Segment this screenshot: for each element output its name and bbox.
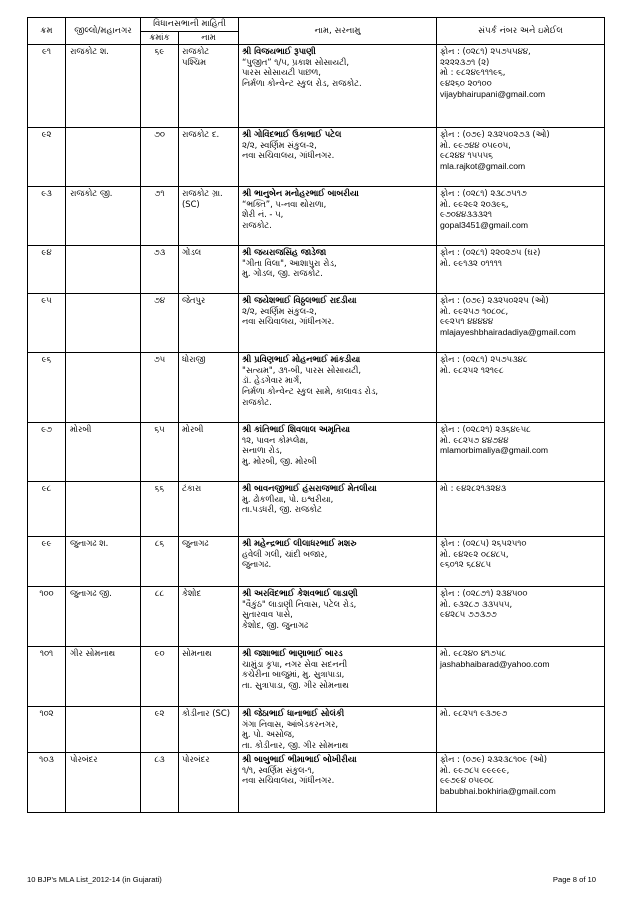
header-sr: ક્રમ [28, 18, 66, 45]
footer-page-number: Page 8 of 10 [552, 875, 596, 884]
phone-line: મો. ૯૪૨૯૨ ૦૮૪૮૫, [440, 548, 509, 559]
address-line: તા.પડધરી, જી. રાજકોટ [242, 504, 322, 515]
phone-line: મો. ૯૮૨૫૭ ૪૪૭૪૪ [440, 434, 509, 445]
row-name-address-cell [239, 482, 437, 537]
mla-name: શ્રી જયરાજસિંહ જાડેજા [242, 247, 327, 258]
email-link[interactable]: mlajayeshbhairadadiya@gmail.com [440, 326, 576, 337]
row-contact-cell [437, 423, 605, 482]
table-row [28, 246, 605, 294]
row-contact-cell [437, 482, 605, 537]
constituency-name-line: રાજકોટ [182, 46, 210, 57]
address-line: શેરી નં. - ૫, [242, 209, 284, 220]
row-name-address-cell [239, 45, 437, 128]
row-name-address-cell [239, 537, 437, 587]
table-row [28, 537, 605, 587]
address-line: ડૉ. હેડગેવાર માર્ગ, [242, 375, 302, 386]
address-line: ૨/૨, સ્વર્ણિમ સંકુલ-૨, [242, 139, 317, 150]
phone-line: મો : ૯૮૨૪૯૧૧૧૯૬, [440, 67, 506, 78]
mla-name: શ્રી પ્રવિણભાઈ મોહનભાઈ માંકડીયા [242, 354, 361, 365]
constituency-name-line: ટંકારા [182, 483, 202, 494]
row-name-address-cell [239, 128, 437, 187]
mla-name: શ્રી અરવિંદભાઈ કેશવભાઈ લાડાણી [242, 588, 358, 599]
phone-line: મો. ૯૩૨૮૭ ૩૩૫૫૫, [440, 598, 513, 609]
constituency-name-line: ગોંડલ [182, 247, 202, 258]
header-name-address: નામ, સરનામુ [239, 18, 437, 45]
table-row [28, 128, 605, 187]
phone-line: મો. ૯૯૭૮૫ ૯૯૯૯૯, [440, 764, 510, 775]
row-sr-number: ૧૦૩ [28, 753, 66, 813]
row-district: જુનાગઢ શ. [66, 537, 141, 587]
mla-name: શ્રી વિજયભાઈ રૂપાણી [242, 46, 316, 57]
address-line: ચામુંડા કૃપા, નગર સેવા સદનની [242, 658, 348, 669]
row-contact-cell [437, 537, 605, 587]
constituency-name-line: જુનાગઢ [182, 538, 209, 549]
phone-line: ૯૯૭૯૪ ૦૫૯૦૮ [440, 775, 494, 786]
row-name-address-cell [239, 246, 437, 294]
row-constituency-no: ૭૫ [141, 353, 179, 423]
row-district [66, 128, 141, 187]
row-constituency-no: ૯૦ [141, 647, 179, 707]
mla-name: શ્રી મહેન્દ્રભાઈ લીલાધરભાઈ મશરુ [242, 538, 357, 549]
phone-line: ૯૭૦૪૪૩૩૩૨૧ [440, 209, 492, 220]
address-line: જુનાગઢ. [242, 559, 272, 570]
address-line: મુ. ઢોકળીયા, પો. ઇશ્વરીયા, [242, 493, 334, 504]
address-line: કચેરીના બાજુમાં, મુ. સુત્રાપાડા, [242, 669, 345, 680]
phone-line: મો. ૯૮૨૫૨ ૧૨૧૯૮ [440, 364, 504, 375]
row-constituency-no: ૭૧ [141, 187, 179, 246]
row-district [66, 482, 141, 537]
row-constituency-no: ૭૪ [141, 294, 179, 353]
table-row [28, 423, 605, 482]
mla-name: શ્રી બાવનજીભાઈ હંસરાજભાઈ મેતલીયા [242, 483, 377, 494]
header-constituency: વિધાનસભાની માહિતી [141, 18, 239, 32]
email-link[interactable]: mla.rajkot@gmail.com [440, 160, 526, 171]
address-line: ગંગા નિવાસ, આંબેડકરનગર, [242, 718, 339, 729]
phone-line: ૯૯૨૫૧ ૪૪૪૪૪ [440, 316, 494, 327]
row-name-address-cell [239, 647, 437, 707]
address-line: હવેલી ગલી, ચાંદી બજાર, [242, 548, 328, 559]
phone-line: ફોન : (૦૨૮૧) ૨૫૭૫૩૪૮ [440, 354, 528, 365]
phone-line: મો. ૯૯૧૩૨ ૦૧૧૧૧ [440, 257, 502, 268]
row-sr-number: ૧૦૦ [28, 587, 66, 647]
phone-line: ફોન : (૦૨૮૨૧) ૨૩૬૪૯૫૮ [440, 424, 531, 435]
address-line: સુતારવાવ પાસે, [242, 609, 293, 620]
address-line: નવા સચિવાલય, ગાંધીનગર. [242, 316, 335, 327]
row-district [66, 353, 141, 423]
mla-name: શ્રી ગોવિંદભાઈ ઉકાભાઈ પટેલ [242, 129, 342, 140]
email-link[interactable]: vijaybhairupani@gmail.com [440, 88, 546, 99]
address-line: ૧/૧, સ્વર્ણિમ સંકુલ-૧, [242, 764, 315, 775]
constituency-name-line: મોરબી [182, 424, 204, 435]
header-row-1 [28, 18, 605, 32]
row-contact-cell [437, 45, 605, 128]
address-line: “પુજીત” ૧/૫, પ્રકાશ સોસાયટી, [242, 56, 350, 67]
row-constituency-name-cell [179, 482, 239, 537]
address-line: તા. કોડીનાર, જી. ગીર સોમનાથ [242, 739, 349, 750]
constituency-name-line: રાજકોટ દ. [182, 129, 220, 140]
row-sr-number: ૯૬ [28, 353, 66, 423]
address-line: "ગીતા વિલા", આશાપુરા રોડ, [242, 257, 337, 268]
row-district: મોરબી [66, 423, 141, 482]
phone-line: મો : ૯૪૨૮૨૧૩૨૪૩ [440, 483, 507, 494]
phone-line: ૯૪૨૬૦ ૨૦૧૦૦ [440, 77, 492, 88]
row-constituency-no: ૭૩ [141, 246, 179, 294]
row-name-address-cell [239, 353, 437, 423]
row-contact-cell [437, 246, 605, 294]
address-line: “ભક્તિ”, ૫-નવા થોરાળા, [242, 198, 327, 209]
row-constituency-name-cell [179, 423, 239, 482]
row-constituency-name-cell [179, 246, 239, 294]
phone-line: મો. ૯૮૨૫૧ ૯૩૭૯૭ [440, 708, 508, 719]
row-district: પોરબંદર [66, 753, 141, 813]
email-link[interactable]: mlamorbimaliya@gmail.com [440, 445, 549, 456]
table-body [28, 45, 605, 813]
row-constituency-name-cell [179, 537, 239, 587]
row-constituency-name-cell [179, 294, 239, 353]
phone-line: મો. ૯૯૨૯૨ ૨૦૩૯૬, [440, 198, 509, 209]
phone-line: ૯૬૦૧૨ ૬૮૪૮૫ [440, 559, 491, 570]
address-line: ૨/૨, સ્વર્ણિમ સંકુલ-૨, [242, 305, 317, 316]
row-sr-number: ૧૦૧ [28, 647, 66, 707]
address-line: નવા સચિવાલય, ગાંધીનગર. [242, 775, 335, 786]
address-line: "વૈકુંઠ" લાડાણી નિવાસ, પટેલ રોડ, [242, 598, 357, 609]
address-line: કેશોદ, જી. જુનાગઢ [242, 619, 309, 630]
table-row [28, 45, 605, 128]
phone-line: ૯૮૨૪૪ ૧૫૫૫૬ [440, 150, 493, 161]
row-name-address-cell [239, 423, 437, 482]
constituency-name-line: કોડીનાર (SC) [182, 708, 230, 719]
phone-line: ફોન : (૦૭૯) ૨૩૨૫૦૨૨૫ (ઓ) [440, 295, 549, 306]
row-contact-cell [437, 707, 605, 753]
header-constituency-name: નામ [179, 31, 239, 45]
table-row [28, 353, 605, 423]
row-name-address-cell [239, 587, 437, 647]
address-line: ૧૨, પાવન કોમ્પ્લેક્ષ, [242, 434, 309, 445]
mla-table [27, 17, 605, 813]
table-row [28, 587, 605, 647]
row-sr-number: ૯૮ [28, 482, 66, 537]
address-line: સનાળા રોડ, [242, 445, 283, 456]
address-line: મુ. મોરબી, જી. મોરબી [242, 455, 317, 466]
constituency-name-line: પોરબંદર [182, 754, 210, 765]
row-contact-cell [437, 294, 605, 353]
row-constituency-no: ૭૦ [141, 128, 179, 187]
row-sr-number: ૯૨ [28, 128, 66, 187]
row-district: રાજકોટ શ. [66, 45, 141, 128]
row-sr-number: ૧૦૨ [28, 707, 66, 753]
mla-name: શ્રી ભાનુબેન મનોહરભાઈ બાબરીયા [242, 188, 359, 199]
address-line: રાજકોટ. [242, 219, 272, 230]
row-name-address-cell [239, 187, 437, 246]
header-constituency-no: ક્રમાંક [141, 31, 179, 45]
mla-name: શ્રી જેઠાભાઈ ધાનાભાઈ સોલંકી [242, 708, 345, 719]
address-line: મુ. ગોંડલ, જી. રાજકોટ. [242, 268, 323, 279]
row-constituency-name-cell [179, 707, 239, 753]
row-sr-number: ૯૭ [28, 423, 66, 482]
footer-document-title: 10 BJP's MLA List_2012-14 (in Gujarati) [27, 875, 162, 884]
row-contact-cell [437, 647, 605, 707]
constituency-name-line: રાજકોટ ગ્રા. [182, 188, 223, 199]
row-constituency-name-cell [179, 587, 239, 647]
phone-line: ૨૨૨૨૩૭૧ (૨) [440, 56, 490, 67]
mla-name: શ્રી જયેશભાઈ વિઠ્ઠલભાઈ રાદડીયા [242, 295, 357, 306]
constituency-name-line: કેશોદ [182, 588, 202, 599]
phone-line: ફોન : (૦૨૮૧) ૨૫૭૫૫૪૪, [440, 46, 531, 57]
address-line: તા. સુત્રાપાડા, જી. ગીર સોમનાથ [242, 679, 349, 690]
row-constituency-no: ૮૬ [141, 537, 179, 587]
row-sr-number: ૯૧ [28, 45, 66, 128]
row-constituency-name-cell [179, 753, 239, 813]
phone-line: ફોન : (૦૨૮૧) ૨૨૦૨૭૫ (ઘર) [440, 247, 541, 258]
phone-line: મો. ૯૮૨૪૦ ૪૧૭૫૮ [440, 648, 506, 659]
row-name-address-cell [239, 753, 437, 813]
email-link[interactable]: gopal3451@gmail.com [440, 219, 529, 230]
address-line: પારસ સોસાયટી પાછળ, [242, 67, 321, 78]
mla-name: શ્રી જશાભાઈ ભાણાભાઈ બારડ [242, 648, 343, 659]
address-line: મુ. પો. અસોજ, [242, 729, 295, 740]
table-row [28, 294, 605, 353]
constituency-name-line: પશ્ચિમ [182, 56, 207, 67]
constituency-name-line: ધોરાજી [182, 354, 206, 365]
row-constituency-no: ૮૮ [141, 587, 179, 647]
row-sr-number: ૯૩ [28, 187, 66, 246]
address-line: "સત્યમ", ૩૧-બી, પારસ સોસાયટી, [242, 364, 361, 375]
mla-list-sheet [27, 17, 604, 813]
row-district: રાજકોટ જી. [66, 187, 141, 246]
constituency-name-line: જેતપુર [182, 295, 206, 306]
email-link[interactable]: babubhai.bokhiria@gmail.com [440, 785, 556, 796]
row-district [66, 246, 141, 294]
row-name-address-cell [239, 707, 437, 753]
phone-line: ૯૪૨૮૫ ૭૭૩૭૭ [440, 609, 497, 620]
table-row [28, 753, 605, 813]
page-footer [27, 875, 604, 887]
row-contact-cell [437, 187, 605, 246]
row-contact-cell [437, 587, 605, 647]
row-constituency-name-cell [179, 353, 239, 423]
row-district: જુનાગઢ જી. [66, 587, 141, 647]
phone-line: ફોન : (૦૨૮૭૧) ૨૩૪૫૦૦ [440, 588, 528, 599]
row-constituency-no: ૯૨ [141, 707, 179, 753]
row-constituency-name-cell [179, 128, 239, 187]
phone-line: ફોન : (૦૭૯) ૨૩૨૩૮૧૦૯ (ઓ) [440, 754, 548, 765]
email-link[interactable]: jashabhaibarad@yahoo.com [440, 658, 550, 669]
table-row [28, 707, 605, 753]
table-row [28, 482, 605, 537]
row-name-address-cell [239, 294, 437, 353]
row-constituency-no: ૬૬ [141, 482, 179, 537]
row-sr-number: ૯૪ [28, 246, 66, 294]
phone-line: ફોન : (૦૨૮૧) ૨૩૮૭૫૧૭ [440, 188, 527, 199]
row-district [66, 707, 141, 753]
mla-name: શ્રી બાબુભાઈ ભીમાભાઈ બોખીરીયા [242, 754, 357, 765]
phone-line: મો. ૯૯૭૪૪ ૦૫૯૦૫, [440, 139, 511, 150]
phone-line: ફોન : (૦૭૯) ૨૩૨૫૦૨૭૩ (ઓ) [440, 129, 550, 140]
row-constituency-name-cell [179, 45, 239, 128]
row-constituency-name-cell [179, 647, 239, 707]
constituency-name-line: સોમનાથ [182, 648, 212, 659]
constituency-name-line: (SC) [182, 198, 200, 209]
table-row [28, 187, 605, 246]
row-contact-cell [437, 353, 605, 423]
address-line: રાજકોટ. [242, 396, 272, 407]
row-contact-cell [437, 753, 605, 813]
header-contact: સંપર્ક નંબર અને ઇમેઈલ [437, 18, 605, 45]
address-line: નિર્મળા કોન્વેન્ટ સ્કુલ સામે, કાલાવડ રોડ, [242, 385, 379, 396]
row-sr-number: ૯૫ [28, 294, 66, 353]
row-district: ગીર સોમનાથ [66, 647, 141, 707]
row-constituency-no: ૮૩ [141, 753, 179, 813]
phone-line: મો. ૯૯૨૫૭ ૧૦૮૦૮, [440, 305, 509, 316]
address-line: નિર્મળા કોન્વેન્ટ સ્કુલ રોડ, રાજકોટ. [242, 77, 362, 88]
row-constituency-no: ૬૯ [141, 45, 179, 128]
header-district: જીલ્લો/મહાનગર [66, 18, 141, 45]
row-district [66, 294, 141, 353]
mla-name: શ્રી કાંતિભાઈ શિવલાલ અમૃતિયા [242, 424, 350, 435]
row-sr-number: ૯૯ [28, 537, 66, 587]
row-constituency-no: ૬૫ [141, 423, 179, 482]
address-line: નવા સચિવાલય, ગાંધીનગર. [242, 150, 335, 161]
row-contact-cell [437, 128, 605, 187]
table-row [28, 647, 605, 707]
phone-line: ફોન : (૦૨૮૫) ૨૬૫૨૫૧૦ [440, 538, 527, 549]
row-constituency-name-cell [179, 187, 239, 246]
